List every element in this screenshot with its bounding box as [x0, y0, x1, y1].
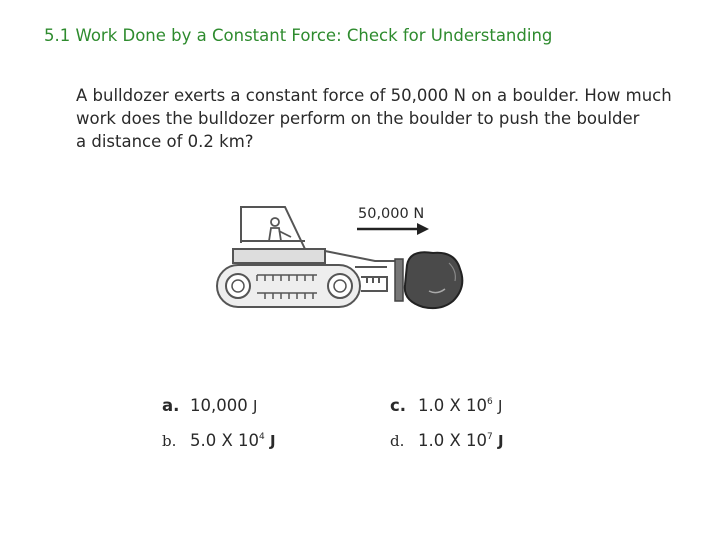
- choice-c-value: 1.0 X 10: [418, 396, 488, 415]
- choice-c[interactable]: [390, 396, 502, 415]
- choice-d-letter: d.: [390, 432, 405, 450]
- bulldozer-pushing-boulder-icon: [205, 195, 475, 320]
- choice-c-letter: c.: [390, 396, 407, 415]
- choice-c-unit: J: [498, 397, 503, 415]
- choice-c-exponent: 6: [487, 397, 493, 407]
- question-line-1: A bulldozer exerts a constant force of 50,000 N on a boulder. How much: [76, 86, 672, 105]
- choice-d-unit: J: [498, 432, 504, 450]
- slide-title: 5.1 Work Done by a Constant Force: Check for Understanding: [44, 26, 553, 45]
- bulldozer-blade: [395, 259, 403, 301]
- force-arrow-icon: [357, 223, 429, 235]
- choice-b-exponent: 4: [259, 432, 265, 442]
- question-text: [76, 84, 676, 153]
- question-line-3: a distance of 0.2 km?: [76, 132, 254, 151]
- choice-a-unit: J: [252, 397, 258, 415]
- force-label: 50,000 N: [358, 206, 425, 222]
- choice-b[interactable]: [162, 431, 276, 450]
- choice-b-unit: J: [270, 432, 276, 450]
- choice-d-value: 1.0 X 10: [418, 431, 488, 450]
- choice-b-letter: b.: [162, 432, 177, 450]
- choice-a[interactable]: [162, 396, 257, 415]
- bulldozer-cab: [233, 207, 325, 263]
- driver-icon: [269, 218, 291, 241]
- choice-a-letter: a.: [162, 396, 180, 415]
- choice-d-exponent: 7: [487, 432, 493, 442]
- bulldozer-tracks: [217, 265, 360, 307]
- choice-a-value: 10,000: [190, 396, 248, 415]
- choice-b-value: 5.0 X 10: [190, 431, 260, 450]
- choice-d[interactable]: [390, 431, 504, 450]
- boulder-icon: [405, 252, 463, 308]
- question-line-2: work does the bulldozer perform on the boulder to push the boulder: [76, 109, 640, 128]
